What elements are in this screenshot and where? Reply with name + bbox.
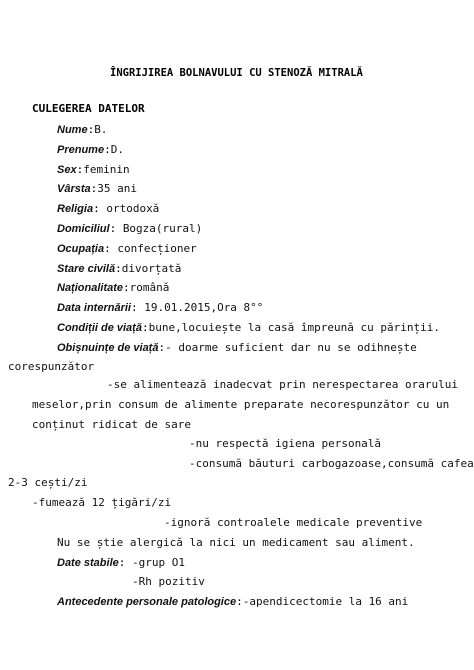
habits-line: corespunzător [8, 360, 95, 373]
field-separator: : [158, 341, 166, 354]
field-ocupatia [57, 241, 197, 256]
field-data-internarii [57, 300, 263, 315]
field-separator: : [76, 163, 84, 176]
field-value: -grup O1 [132, 556, 185, 569]
allergy-line: Nu se știe alergică la nici un medicament sau aliment. [57, 536, 415, 549]
field-separator: : [115, 262, 122, 275]
field-value: ortodoxă [106, 202, 160, 215]
habits-line: conținut ridicat de sare [32, 418, 191, 431]
field-label: Prenume [57, 144, 105, 156]
field-label: Nume [57, 124, 88, 136]
field-separator: : [141, 321, 149, 334]
field-nume [57, 122, 107, 137]
field-value: feminin [83, 163, 130, 176]
field-varsta [57, 181, 137, 196]
habits-line: -fumează 12 țigări/zi [32, 496, 172, 509]
field-label: Date stabile [57, 557, 119, 569]
field-label: Vârsta [57, 183, 91, 195]
field-separator: : [104, 242, 118, 255]
habits-line: -consumă băuturi carbogazoase,consumă cafea [189, 457, 474, 470]
habits-line: -nu respectă igiena personală [189, 437, 382, 450]
field-separator: : [104, 143, 111, 156]
field-religia [57, 201, 159, 216]
field-separator: : [90, 182, 98, 195]
field-separator: : [123, 281, 130, 294]
field-separator: : [87, 123, 95, 136]
field-label: Naționalitate [57, 282, 124, 294]
field-label: Domiciliul [57, 223, 110, 235]
habits-line: -ignoră controalele medicale preventive [164, 516, 423, 529]
habits-line: -se alimentează inadecvat prin nerespectarea orarului [107, 378, 458, 391]
rh-line: -Rh pozitiv [132, 575, 205, 588]
field-separator: : [93, 202, 107, 215]
field-value: B. [94, 123, 108, 136]
field-nationalitate [57, 280, 169, 295]
field-label: Data internării [57, 302, 131, 314]
document-title: ÎNGRIJIREA BOLNAVULUI CU STENOZĂ MITRALĂ [110, 67, 363, 79]
section-heading: CULEGEREA DATELOR [32, 102, 145, 115]
field-separator: : [236, 595, 243, 608]
field-value: - doarme suficient dar nu se odihnește [165, 341, 417, 354]
field-value: D. [110, 143, 124, 156]
field-value: 19.01.2015,Ora 8°° [144, 301, 264, 314]
field-prenume [57, 142, 124, 157]
field-value: bune,locuiește la casă împreună cu părinții. [148, 321, 440, 334]
field-label: Sex [57, 164, 77, 176]
field-domiciliul [57, 221, 202, 236]
habits-line: 2-3 cești/zi [8, 476, 88, 489]
field-label: Stare civilă [57, 263, 116, 275]
field-label: Obișnuințe de viață [57, 342, 159, 354]
field-value: română [129, 281, 170, 294]
field-label: Religia [57, 203, 94, 215]
field-value: 35 ani [97, 182, 138, 195]
field-label: Antecedente personale patologice [57, 596, 237, 608]
field-stare-civila [57, 261, 181, 276]
field-separator: : [109, 222, 123, 235]
field-conditii-viata [57, 320, 440, 335]
field-value: confecționer [117, 242, 197, 255]
habits-line: meselor,prin consum de alimente preparate necorespunzător cu un [32, 398, 450, 411]
field-separator: : [118, 556, 132, 569]
field-separator: : [130, 301, 145, 314]
field-value: divorțată [121, 262, 182, 275]
field-label: Ocupația [57, 243, 105, 255]
field-value: Bogza(rural) [122, 222, 203, 235]
field-obisnuinte-viata [57, 340, 417, 355]
field-sex [57, 162, 130, 177]
field-value: -apendicectomie la 16 ani [242, 595, 409, 608]
field-date-stabile [57, 555, 185, 570]
field-label: Condiții de viață [57, 322, 142, 334]
field-antecedente [57, 594, 408, 609]
